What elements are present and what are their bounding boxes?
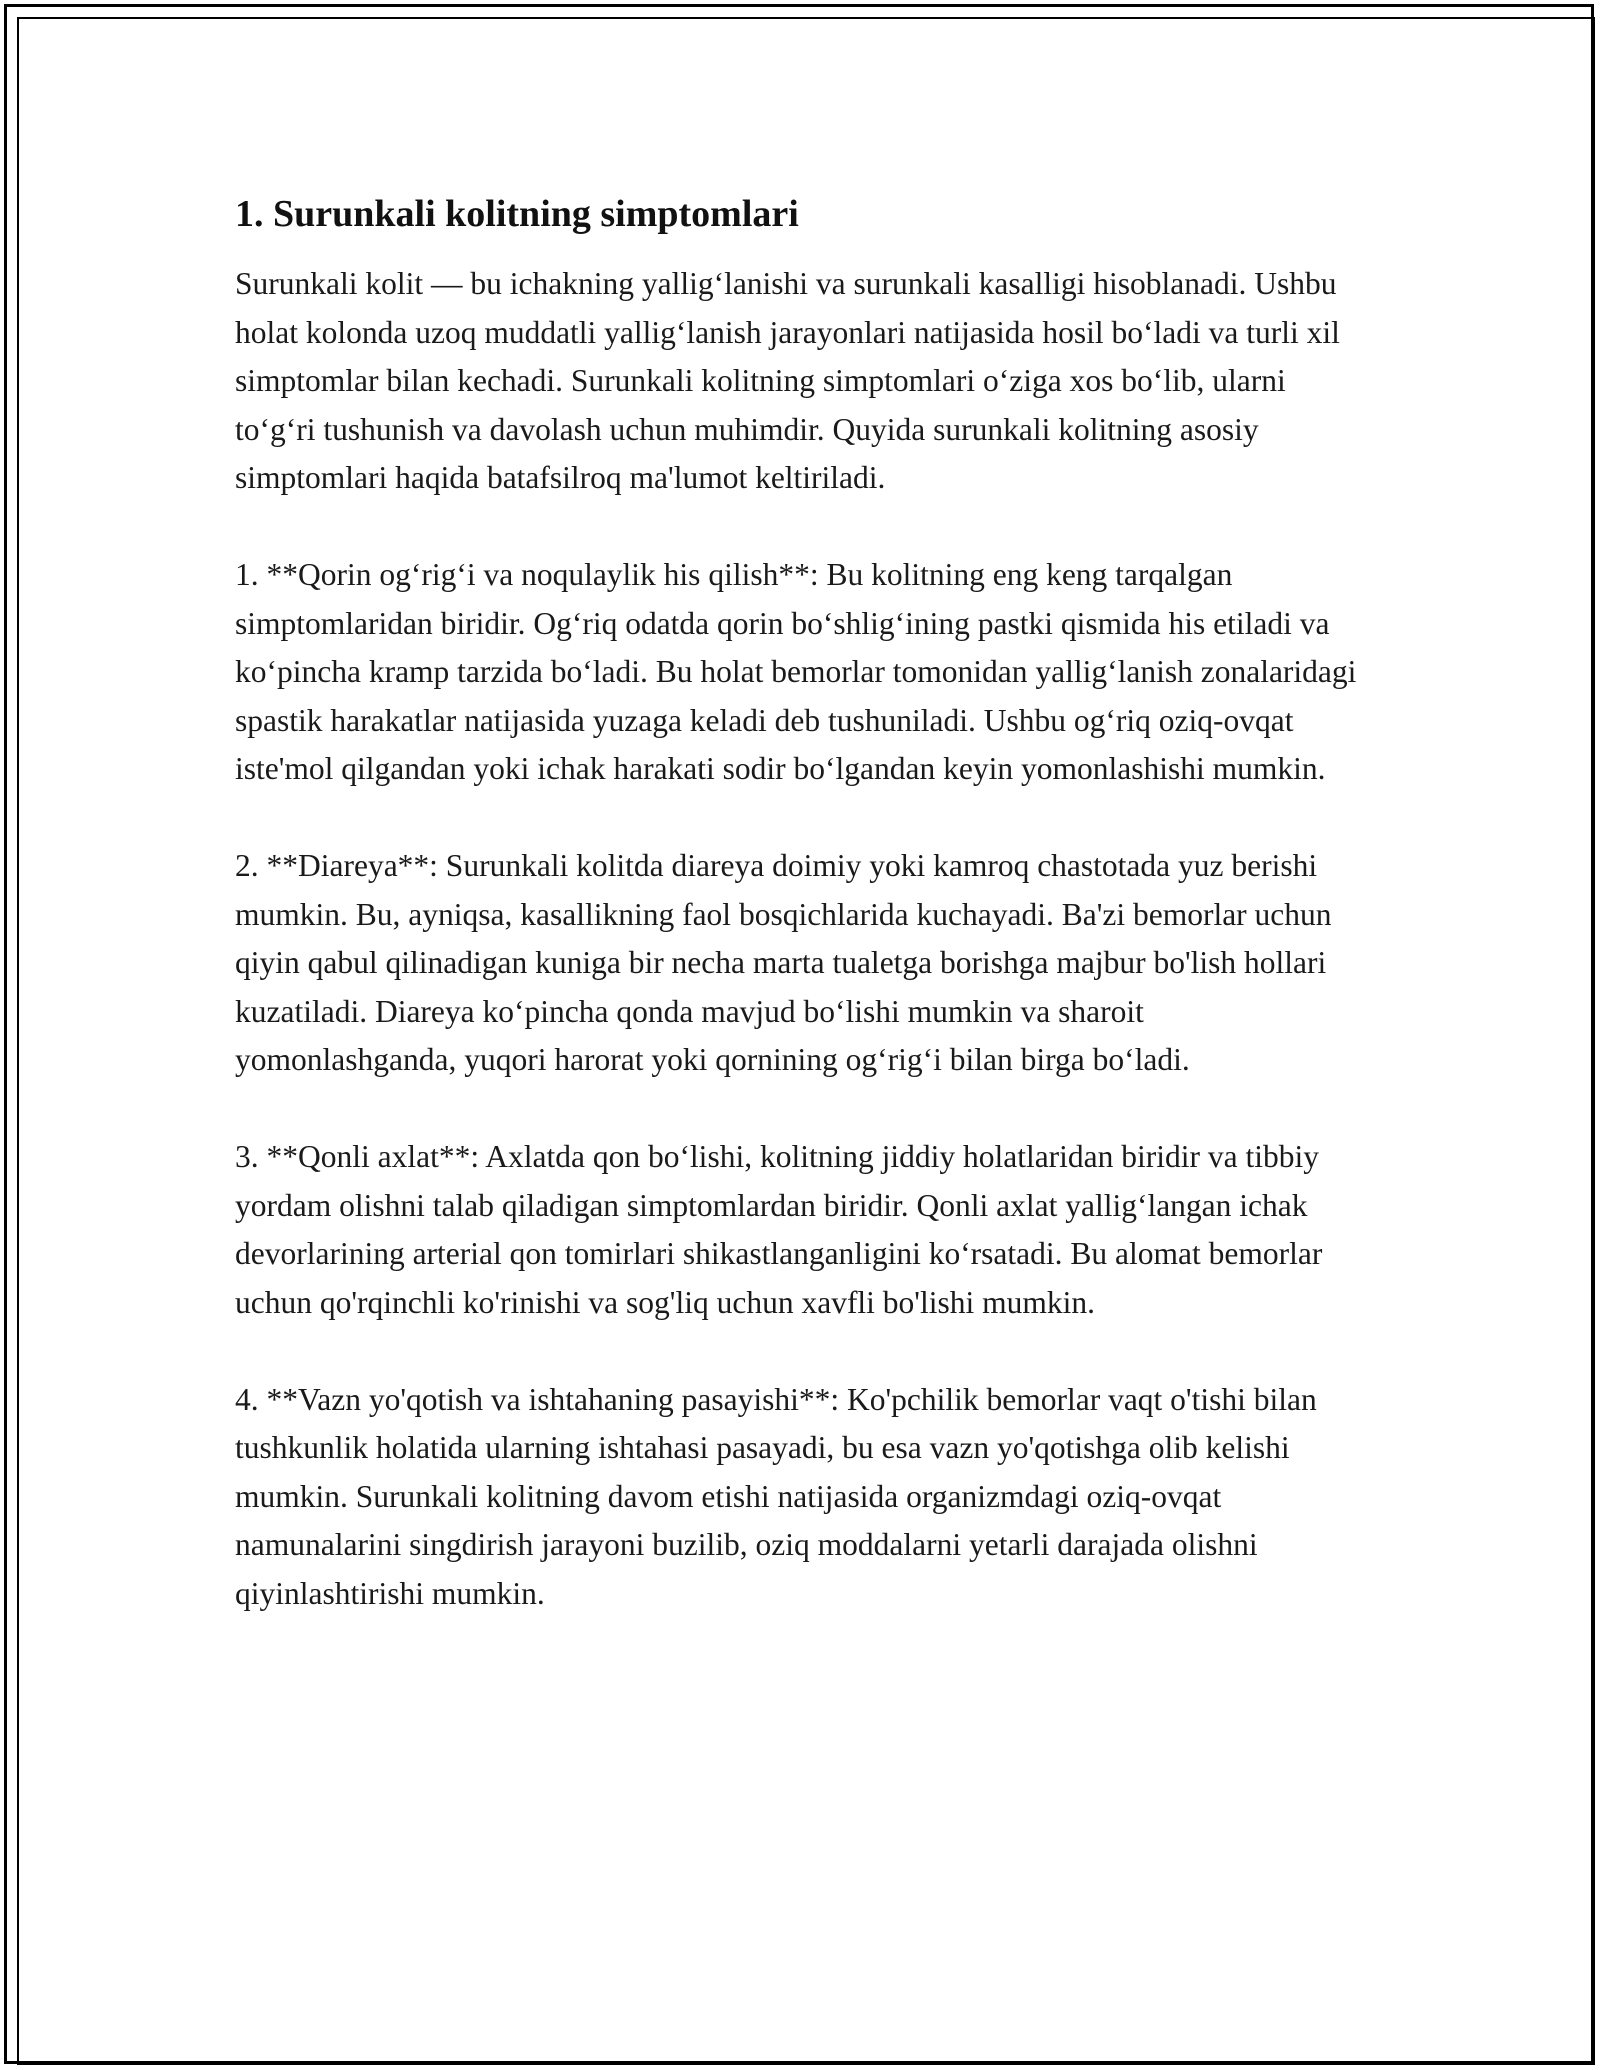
symptom-paragraph-bloody-stool: 3. **Qonli axlat**: Axlatda qon bo‘lishi, kolitning jiddiy holatlaridan biridir va tibbiy yordam olishni talab qiladigan simptomlardan biridir. Qonli axlat yallig‘langan ichak devorlarining arterial qon tomirlari shikastlanganligini ko‘rsatadi. Bu alomat bemorlar uchun qo'rqinchli ko'rinishi va sog'liq uchun xavfli bo'lishi mumkin. — [235, 1139, 1323, 1320]
symptom-paragraph-weight-loss: 4. **Vazn yo'qotish va ishtahaning pasayishi**: Ko'pchilik bemorlar vaqt o'tishi bilan tushkunlik holatida ularning ishtahasi pasayadi, bu esa vazn yo'qotishga olib kelishi mumkin. Surunkali kolitning davom etishi natijasida organizmdagi oziq-ovqat namunalarini singdirish jarayoni buzilib, oziq moddalarni yetarli darajada olishni qiyinlashtirishi mumkin. — [235, 1381, 1317, 1611]
intro-paragraph: Surunkali kolit — bu ichakning yallig‘lanishi va surunkali kasalligi hisoblanadi. Ushbu holat kolonda uzoq muddatli yallig‘lanish jarayonlari natijasida hosil bo‘ladi va turli xil simptomlar bilan kechadi. Surunkali kolitning simptomlari o‘ziga xos bo‘lib, ularni to‘g‘ri tushunish va davolash uchun muhimdir. Quyida surunkali kolitning asosiy simptomlari haqida batafsilroq ma'lumot keltiriladi. — [235, 266, 1340, 495]
document-title: 1. Surunkali kolitning simptomlari — [235, 193, 799, 235]
document-body — [235, 190, 1365, 1667]
symptom-paragraph-diarrhea: 2. **Diareya**: Surunkali kolitda diareya doimiy yoki kamroq chastotada yuz berishi mumkin. Bu, ayniqsa, kasallikning faol bosqichlarida kuchayadi. Ba'zi bemorlar uchun qiyin qabul qilinadigan kuniga bir necha marta tualetga borishga majbur bo'lish hollari kuzatiladi. Diareya ko‘pincha qonda mavjud bo‘lishi mumkin va sharoit yomonlashganda, yuqori harorat yoki qornining og‘rig‘i bilan birga bo‘ladi. — [235, 848, 1332, 1077]
symptom-paragraph-abdominal-pain: 1. **Qorin og‘rig‘i va noqulaylik his qilish**: Bu kolitning eng keng tarqalgan simptomlaridan biridir. Og‘riq odatda qorin bo‘shlig‘ining pastki qismida his etiladi va ko‘pincha kramp tarzida bo‘ladi. Bu holat bemorlar tomonidan yallig‘lanish zonalaridagi spastik harakatlar natijasida yuzaga keladi deb tushuniladi. Ushbu og‘riq oziq-ovqat iste'mol qilgandan yoki ichak harakati sodir bo‘lgandan keyin yomonlashishi mumkin. — [235, 557, 1357, 786]
